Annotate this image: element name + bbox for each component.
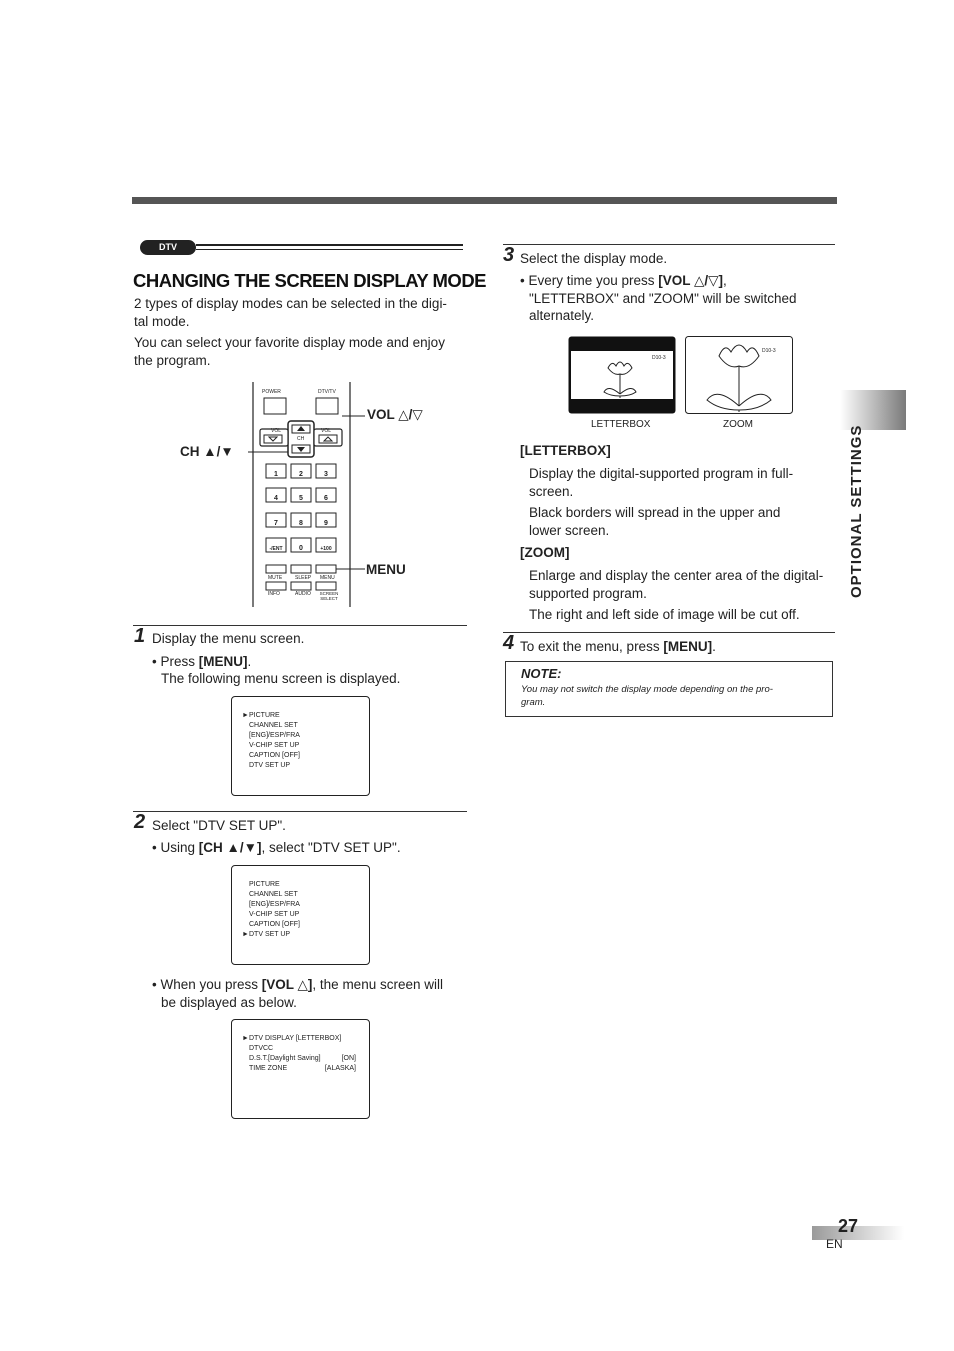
menu-list — [249, 1034, 364, 1074]
zoom-caption: ZOOM — [723, 419, 753, 430]
bullet-end: . — [247, 654, 252, 669]
desc-line: The right and left side of image will be cut off. — [529, 607, 800, 622]
step3-number: 3 — [503, 244, 515, 266]
sleep-label: SLEEP — [295, 575, 312, 581]
keypad-key: 7 — [274, 520, 278, 527]
menu-item: CAPTION [OFF] — [249, 752, 300, 759]
intro-text — [134, 295, 469, 369]
menu-item-value: [ALASKA] — [324, 1065, 356, 1072]
zoom-tag: D10-3 — [762, 348, 776, 354]
dtv-rule-thin — [196, 249, 463, 250]
step4-text-body: To exit the menu, press — [520, 639, 664, 654]
menu-screen-1 — [231, 696, 370, 796]
menu-item: V-CHIP SET UP — [249, 911, 300, 918]
language-code: EN — [826, 1237, 843, 1251]
desc-line: Enlarge and display the center area of the digital- — [529, 568, 824, 583]
info-label: INFO — [268, 591, 280, 597]
screen-select-label: SCREEN SELECT — [319, 591, 339, 601]
menu-item — [249, 1034, 364, 1044]
step2-bullet — [152, 839, 401, 857]
bullet-text: • Using — [152, 840, 199, 855]
step1-rule — [133, 625, 467, 626]
menu-item: CHANNEL SET — [249, 891, 298, 898]
note-title: NOTE: — [521, 666, 562, 681]
menu-list — [249, 880, 300, 940]
top-rule — [132, 197, 837, 204]
note-line: gram. — [521, 697, 546, 708]
step1-bullet — [152, 653, 251, 671]
step2-number: 2 — [134, 811, 146, 833]
bullet-text: • When you press — [152, 977, 262, 992]
letterbox-heading: [LETTERBOX] — [520, 443, 611, 458]
menu-item: DTV SET UP — [249, 762, 291, 769]
menu-screen-3 — [231, 1019, 370, 1119]
vol-right-label: VOL — [321, 428, 332, 434]
key-vol: [VOL △/▽] — [658, 273, 724, 288]
letterbox-tag: D10-3 — [652, 355, 666, 361]
desc-line: lower screen. — [529, 522, 610, 538]
step4-rule — [503, 632, 835, 633]
key-vol: [VOL △] — [261, 977, 313, 992]
step2-bullet3-cont: be displayed as below. — [161, 995, 297, 1010]
keypad-key: 3 — [324, 471, 328, 478]
zoom-illustration — [685, 336, 793, 414]
step3-bullet-cont2: alternately. — [529, 308, 595, 323]
page-title: CHANGING THE SCREEN DISPLAY MODE — [133, 270, 487, 291]
menu-key-label: MENU — [320, 575, 335, 581]
step3-rule — [503, 244, 835, 245]
menu-cursor-icon: ► — [242, 1035, 249, 1042]
zoom-description — [529, 567, 839, 624]
note-text — [521, 683, 826, 709]
letterbox-caption: LETTERBOX — [591, 419, 651, 430]
desc-line: screen. — [529, 483, 574, 499]
keypad-key: 1 — [274, 471, 278, 478]
menu-item: PICTURE — [249, 712, 280, 719]
menu-item: [ENG]/ESP/FRA — [249, 732, 300, 739]
step1-text: Display the menu screen. — [152, 631, 305, 646]
intro-line: 2 types of display modes can be selected in the digi- — [134, 296, 447, 311]
step2-text: Select "DTV SET UP". — [152, 818, 286, 833]
note-line: You may not switch the display mode depending on the pro- — [521, 684, 773, 695]
vol-callout: VOL △/▽ — [367, 407, 423, 422]
note-box — [505, 661, 833, 717]
keypad — [266, 464, 342, 554]
step3-text: Select the display mode. — [520, 251, 668, 266]
keypad-key: 6 — [324, 495, 328, 502]
bullet-end: , select "DTV SET UP". — [261, 840, 401, 855]
step1-number: 1 — [134, 625, 146, 647]
bullet-text: , the menu screen will — [312, 977, 443, 992]
vol-left-label: VOL — [271, 428, 282, 434]
step4-number: 4 — [503, 632, 515, 654]
keypad-key: -/ENT — [269, 546, 283, 552]
dtvtv-label: DTV/TV — [318, 389, 336, 395]
dtv-rule — [196, 244, 463, 246]
menu-item — [249, 1064, 364, 1074]
menu-item-label: TIME ZONE — [249, 1065, 288, 1072]
menu-cursor-icon: ► — [242, 712, 249, 719]
keypad-key: 8 — [299, 520, 303, 527]
step1-bullet2: The following menu screen is displayed. — [161, 671, 401, 686]
menu-item — [249, 1044, 364, 1054]
letterbox-illustration — [568, 336, 676, 414]
bullet-end: , — [723, 273, 727, 288]
menu-item: PICTURE — [249, 881, 280, 888]
key-menu: [MENU] — [198, 654, 248, 669]
keypad-key: 5 — [299, 495, 303, 502]
ch-label: CH — [297, 436, 305, 442]
audio-label: AUDIO — [295, 591, 311, 597]
keypad-key: 4 — [274, 495, 278, 502]
key-ch: [CH ▲/▼] — [198, 840, 262, 855]
desc-line: Black borders will spread in the upper and — [529, 505, 781, 520]
bullet-text: • Every time you press — [520, 273, 659, 288]
menu-item-value: [ON] — [341, 1055, 356, 1062]
menu-item: DTV SET UP — [249, 931, 291, 938]
bullet-text: • Press — [152, 654, 199, 669]
step3-bullet — [520, 272, 727, 290]
menu-item: [ENG]/ESP/FRA — [249, 901, 300, 908]
step4-text — [520, 638, 716, 656]
menu-item-label: DTVCC — [249, 1045, 274, 1052]
menu-item — [249, 1054, 364, 1064]
intro-line: You can select your favorite display mode and enjoy — [134, 335, 445, 350]
menu-item-label: DTV DISPLAY [LETTERBOX] — [249, 1035, 342, 1042]
keypad-key: 9 — [324, 520, 328, 527]
intro-line: the program. — [134, 352, 211, 368]
mute-label: MUTE — [268, 575, 283, 581]
menu-item: V-CHIP SET UP — [249, 742, 300, 749]
menu-item: CHANNEL SET — [249, 722, 298, 729]
menu-callout: MENU — [366, 562, 406, 577]
ch-callout: CH ▲/▼ — [180, 444, 234, 459]
menu-screen-2 — [231, 865, 370, 965]
desc-line: Display the digital-supported program in full- — [529, 466, 794, 481]
intro-line: tal mode. — [134, 313, 190, 329]
zoom-heading: [ZOOM] — [520, 545, 570, 560]
menu-item-label: D.S.T.[Daylight Saving] — [249, 1055, 321, 1062]
key-menu: [MENU] — [663, 639, 713, 654]
desc-line: supported program. — [529, 585, 647, 601]
step2-rule — [133, 811, 467, 812]
step3-bullet-cont: "LETTERBOX" and "ZOOM" will be switched — [529, 291, 797, 306]
dtv-section-tag: DTV — [140, 240, 196, 255]
keypad-key: +100 — [320, 546, 332, 552]
step2-bullet3 — [152, 976, 443, 994]
menu-item: CAPTION [OFF] — [249, 921, 300, 928]
power-label: POWER — [262, 389, 281, 395]
step4-text-end: . — [712, 639, 716, 654]
menu-list — [249, 711, 300, 771]
page-number: 27 — [838, 1216, 859, 1236]
side-label: OPTIONAL SETTINGS — [848, 424, 865, 598]
menu-cursor-icon: ► — [242, 931, 249, 938]
keypad-key: 0 — [299, 545, 303, 552]
keypad-key: 2 — [299, 471, 303, 478]
letterbox-description — [529, 465, 839, 539]
